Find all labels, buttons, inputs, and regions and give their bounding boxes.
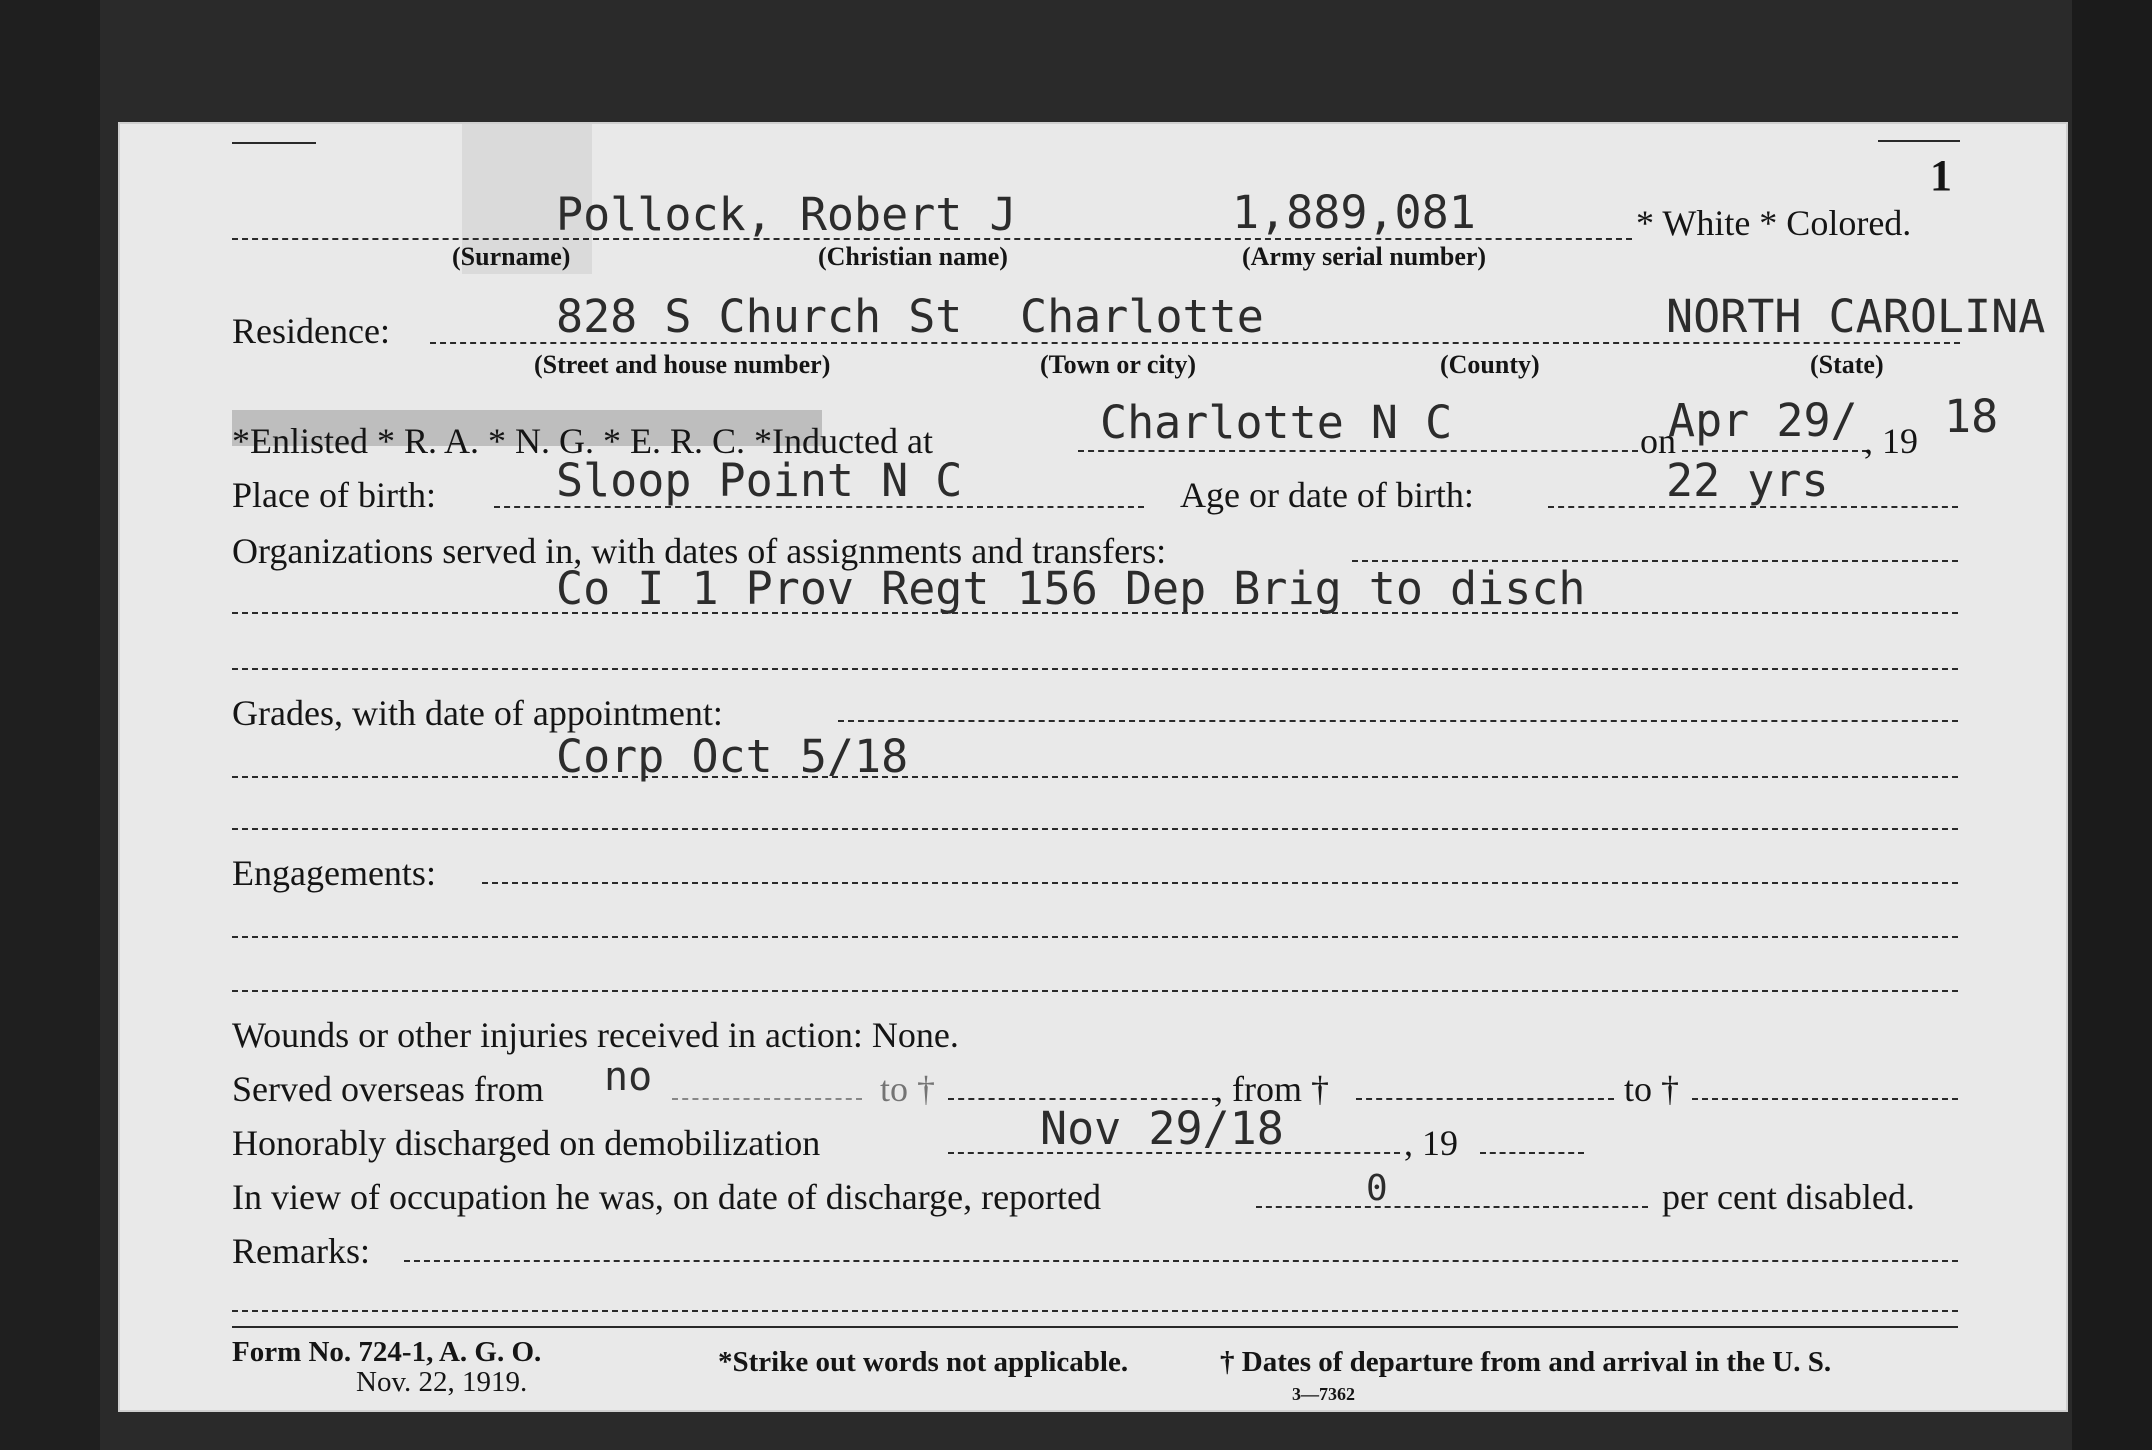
age-label: Age or date of birth: <box>1180 475 1474 515</box>
caption-town: (Town or city) <box>1040 350 1196 379</box>
age-value: 22 yrs <box>1666 454 1829 507</box>
overseas-label: Served overseas from <box>232 1069 544 1109</box>
discharge-label: Honorably discharged on demobilization <box>232 1123 821 1163</box>
form-number: Form No. 724-1, A. G. O. <box>232 1336 542 1368</box>
caption-state: (State) <box>1810 350 1884 379</box>
discharge-year-line <box>1480 1152 1584 1154</box>
dates-note: † Dates of departure from and arrival in the U. S. <box>1220 1346 1832 1378</box>
caption-surname: (Surname) <box>452 242 571 271</box>
race-options: * White * Colored. <box>1636 203 1912 243</box>
caption-county: (County) <box>1440 350 1540 379</box>
corner-rule-left <box>232 142 316 144</box>
birth-place-label: Place of birth: <box>232 475 436 515</box>
overseas-line-2 <box>948 1098 1218 1100</box>
enlistment-options: *Enlisted * R. A. * N. G. * E. R. C. *Inducted at <box>232 421 933 461</box>
disability-line <box>1256 1206 1648 1208</box>
remarks-label: Remarks: <box>232 1231 370 1271</box>
overseas-line-1 <box>672 1098 862 1100</box>
engagements-line-1 <box>482 882 1958 884</box>
inducted-date-line <box>1682 450 1868 452</box>
army-serial-number: 1,889,081 <box>1232 186 1476 239</box>
scan-background-right <box>2072 0 2152 1450</box>
print-code: 3—7362 <box>1292 1384 1355 1404</box>
birth-place: Sloop Point N C <box>556 454 963 507</box>
engagements-line-2 <box>232 936 1958 938</box>
residence-town: Charlotte <box>1020 290 1264 343</box>
grades-label: Grades, with date of appointment: <box>232 693 723 733</box>
remarks-line-1 <box>404 1260 1958 1262</box>
overseas-to-1: to † <box>880 1069 936 1109</box>
overseas-to-2: to † <box>1624 1069 1680 1109</box>
caption-christian-name: (Christian name) <box>818 242 1008 271</box>
inducted-date: Apr 29/ <box>1668 394 1858 447</box>
organizations-label: Organizations served in, with dates of assignments and transfers: <box>232 531 1167 571</box>
inducted-year: 18 <box>1944 390 1999 443</box>
grades-line-3 <box>232 828 1958 830</box>
year-prefix: , 19 <box>1864 421 1918 461</box>
discharge-date: Nov 29/18 <box>1040 1102 1284 1155</box>
disability-suffix: per cent disabled. <box>1662 1177 1915 1217</box>
engagements-line-3 <box>232 990 1958 992</box>
disability-value: 0 <box>1366 1168 1388 1209</box>
inducted-place-line <box>1078 450 1638 452</box>
card-number: 1 <box>1930 151 1952 200</box>
overseas-from: , from † <box>1214 1069 1329 1109</box>
corner-rule-right <box>1878 140 1960 142</box>
remarks-line-2 <box>232 1310 1958 1312</box>
inducted-place: Charlotte N C <box>1100 396 1453 449</box>
grades-value: Corp Oct 5/18 <box>556 730 909 783</box>
overseas-line-3 <box>1356 1098 1614 1100</box>
scan-background-left <box>0 0 100 1450</box>
on-label: on <box>1640 421 1676 461</box>
residence-street: 828 S Church St <box>556 290 963 343</box>
residence-label: Residence: <box>232 311 390 351</box>
organizations-value: Co I 1 Prov Regt 156 Dep Brig to disch <box>556 562 1586 615</box>
soldier-name: Pollock, Robert J <box>556 188 1017 241</box>
footer-rule <box>232 1326 1958 1328</box>
form-date: Nov. 22, 1919. <box>356 1366 528 1398</box>
residence-state: NORTH CAROLINA <box>1666 290 2046 343</box>
discharge-year: , 19 <box>1404 1123 1458 1163</box>
engagements-label: Engagements: <box>232 853 436 893</box>
disability-label: In view of occupation he was, on date of discharge, reported <box>232 1177 1102 1217</box>
overseas-line-4 <box>1692 1098 1958 1100</box>
caption-street: (Street and house number) <box>534 350 831 379</box>
caption-serial: (Army serial number) <box>1242 242 1487 271</box>
grades-line-2 <box>232 776 1958 778</box>
grades-line-1 <box>838 720 1958 722</box>
wounds-text: Wounds or other injuries received in action: None. <box>232 1015 959 1055</box>
overseas-value: no <box>604 1054 653 1100</box>
strike-note: *Strike out words not applicable. <box>718 1346 1129 1378</box>
organizations-line-3 <box>232 668 1958 670</box>
